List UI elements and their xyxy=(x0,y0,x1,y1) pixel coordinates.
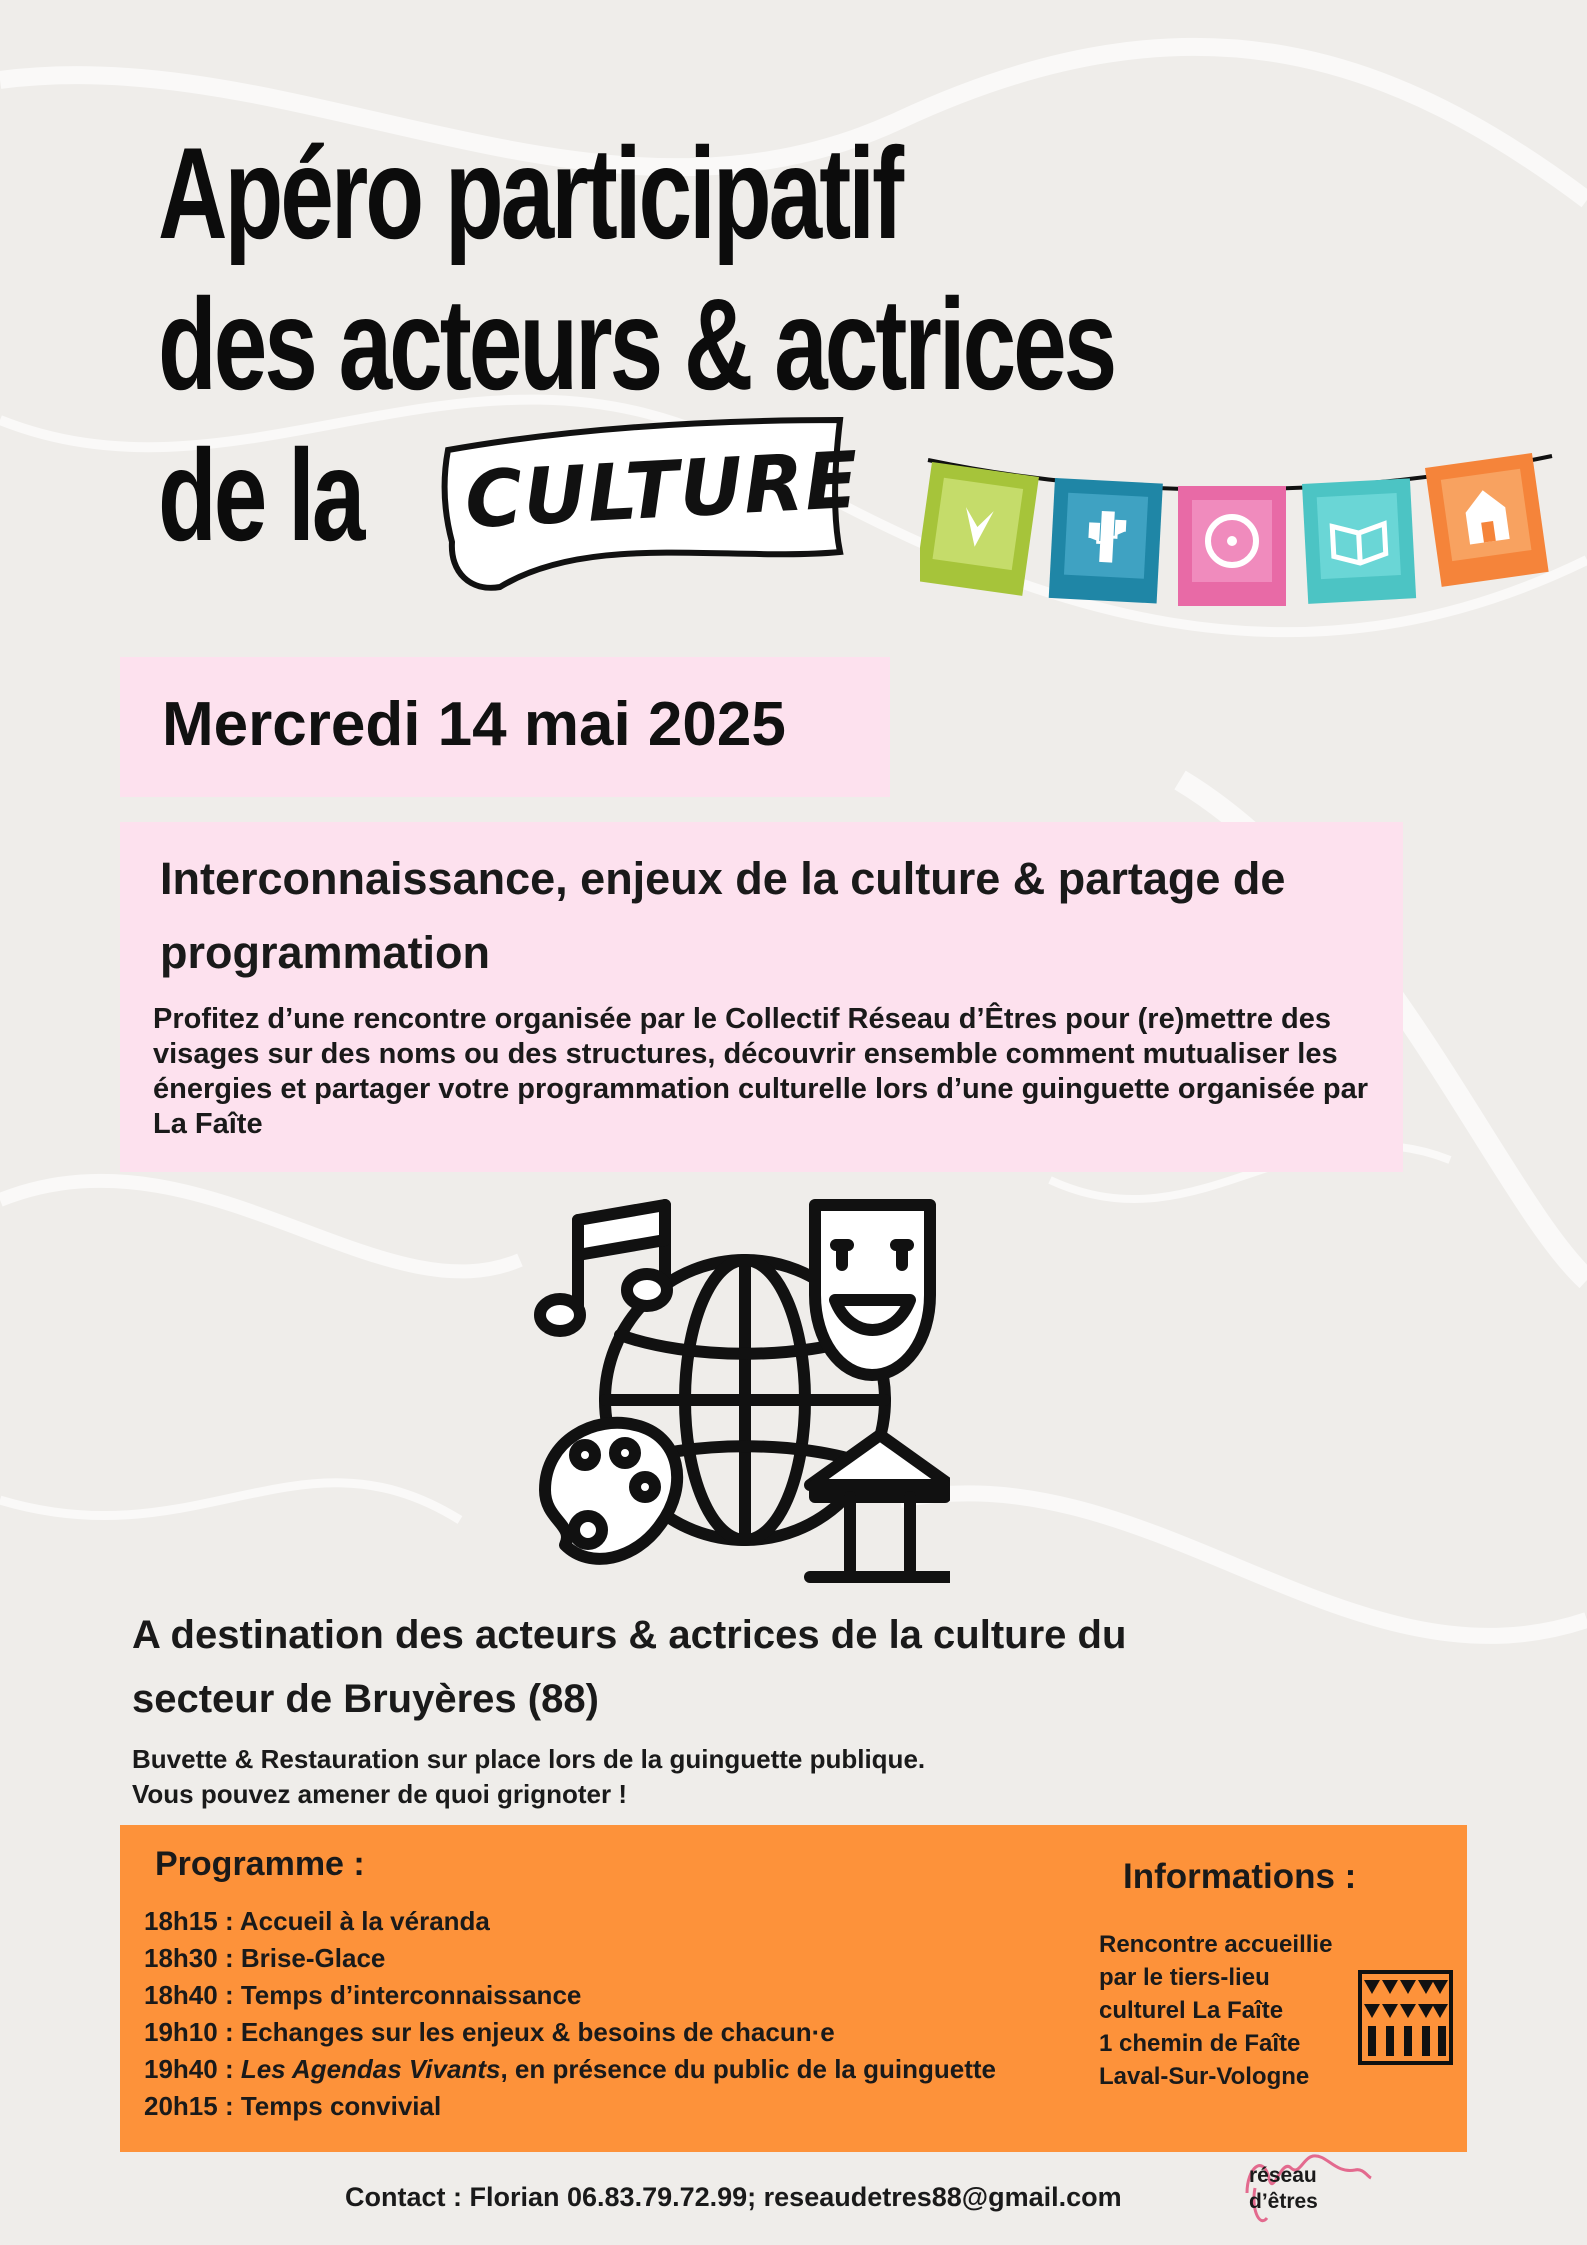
audience-note xyxy=(132,1742,1132,1812)
audience-note-line-1: Buvette & Restauration sur place lors de la guinguette publique. xyxy=(132,1744,926,1774)
logo-line-1: réseau xyxy=(1249,2164,1317,2187)
programme-list xyxy=(144,1903,1064,2125)
programme-item: 19h40 : Les Agendas Vivants, en présence du public de la guinguette xyxy=(144,2054,996,2084)
informations-body xyxy=(1099,1928,1359,2093)
info-line: par le tiers-lieu xyxy=(1099,1964,1270,1991)
papel-picado-banner xyxy=(920,448,1560,628)
contact-line: Contact : Florian 06.83.79.72.99; reseaudetres88@gmail.com xyxy=(345,2182,1122,2212)
info-line: Rencontre accueillie xyxy=(1099,1931,1333,1958)
program-box xyxy=(120,1825,1467,2152)
programme-item: 20h15 : Temps convivial xyxy=(144,2091,442,2121)
info-line: Laval-Sur-Vologne xyxy=(1099,2063,1310,2090)
intro-box xyxy=(120,822,1403,1172)
date-box xyxy=(120,657,890,797)
palette-icon xyxy=(545,1423,677,1559)
title-line-1: Apéro participatif xyxy=(158,120,902,266)
audience-heading: A destination des acteurs & actrices de la culture du secteur de Bruyères (88) xyxy=(132,1613,1127,1721)
event-date: Mercredi 14 mai 2025 xyxy=(162,690,786,759)
title-line-2: des acteurs & actrices xyxy=(158,271,1115,417)
programme-heading: Programme : xyxy=(155,1845,365,1883)
programme-item: 18h40 : Temps d’interconnaissance xyxy=(144,1980,582,2010)
info-line: 1 chemin de Faîte xyxy=(1099,2030,1301,2057)
intro-title: Interconnaissance, enjeux de la culture & partage de programmation xyxy=(160,853,1286,978)
programme-item: 18h15 : Accueil à la véranda xyxy=(144,1906,490,1936)
intro-body: Profitez d’une rencontre organisée par le Collectif Réseau d’Êtres pour (re)mettre des visages sur des noms ou des structures, découvrir ensemble comment mutualiser les énergies et partager votre programmation culturelle lors d’une guinguette organisée par La Faîte xyxy=(153,1003,1369,1140)
theater-mask-icon xyxy=(815,1205,930,1375)
flag-blue xyxy=(1049,478,1163,603)
culture-badge xyxy=(430,412,862,597)
music-note-icon xyxy=(540,1205,667,1331)
reseau-detres-logo xyxy=(1245,2148,1375,2233)
culture-globe-icon xyxy=(530,1185,950,1605)
flag-orange xyxy=(1425,453,1549,587)
la-faite-logo-icon xyxy=(1358,1970,1453,2065)
programme-item: 19h10 : Echanges sur les enjeux & besoins de chacun·e xyxy=(144,2017,835,2047)
info-line: culturel La Faîte xyxy=(1099,1997,1284,2024)
flag-green xyxy=(920,462,1039,596)
title-line-3: de la xyxy=(158,422,363,568)
audience-note-line-2: Vous pouvez amener de quoi grignoter ! xyxy=(132,1779,628,1809)
culture-word: CULTURE xyxy=(462,435,862,547)
flag-teal xyxy=(1302,478,1416,603)
programme-item: 18h30 : Brise-Glace xyxy=(144,1943,386,1973)
logo-line-2: d’êtres xyxy=(1249,2190,1318,2213)
flag-pink xyxy=(1178,486,1286,606)
informations-heading: Informations : xyxy=(1123,1857,1357,1896)
